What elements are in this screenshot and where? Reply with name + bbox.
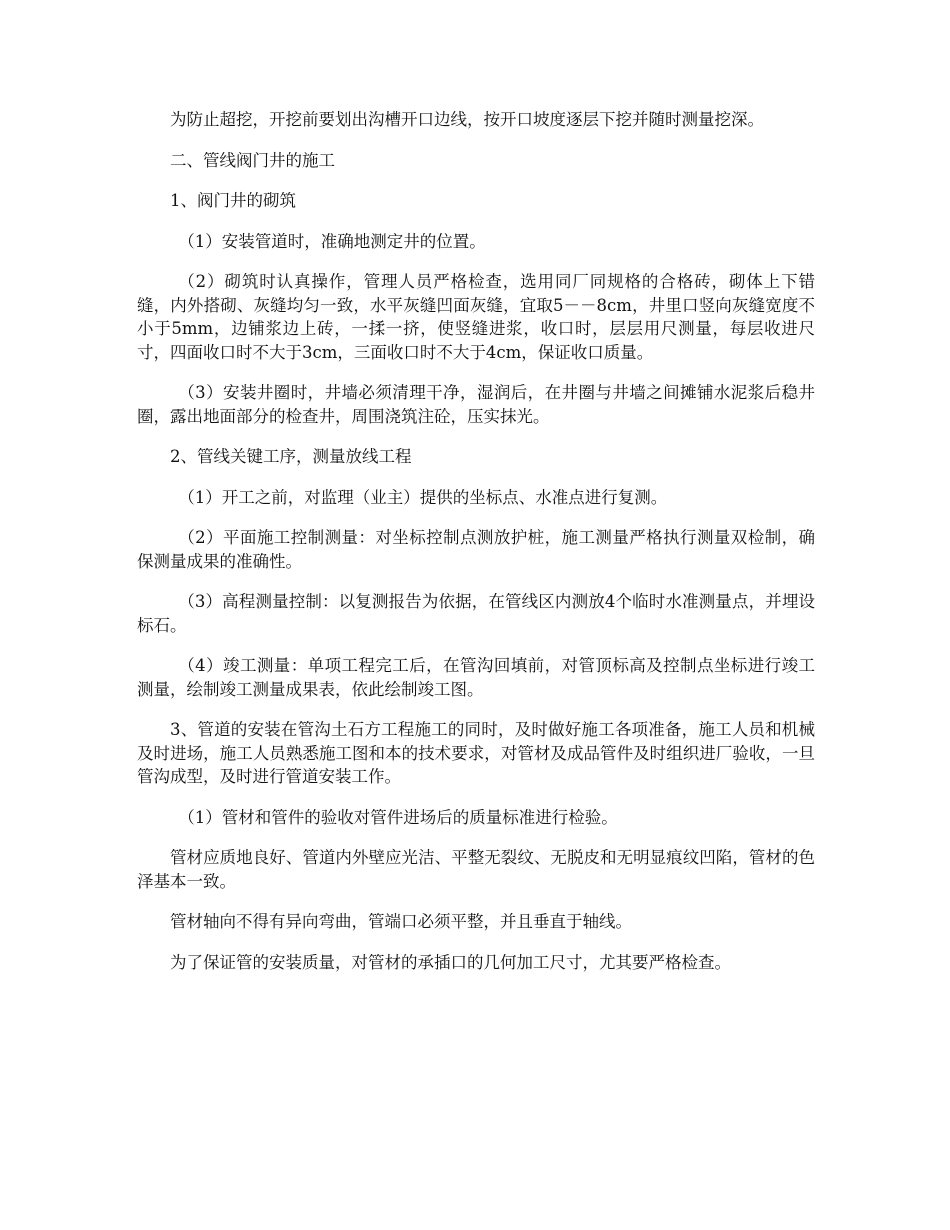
list-item: （1）开工之前，对监理（业主）提供的坐标点、水准点进行复测。 (178, 487, 668, 507)
list-item: （2）砌筑时认真操作，管理人员严格检查，选用同厂同规格的合格砖，砌体上下错缝，内外搭砌、灰缝均匀一致，水平灰缝凹面灰缝，宜取5－－8cm，井里口竖向灰缝宽度不小于5mm，边铺浆边上砖，一揉一挤，使竖缝进浆，收口时，层层用尺测量，每层收进尺寸，四面收口时不大于3cm，三面收口时不大于4cm，保证收口质量。 (137, 272, 815, 362)
section-heading: 二、管线阀门井的施工 (170, 150, 335, 170)
list-item: （4）竣工测量：单项工程完工后，在管沟回填前，对管顶标高及控制点坐标进行竣工测量，绘制竣工测量成果表，依此绘制竣工图。 (137, 656, 815, 699)
paragraph: 为防止超挖，开挖前要划出沟槽开口边线，按开口坡度逐层下挖并随时测量挖深。 (170, 110, 764, 129)
document-body (137, 108, 815, 991)
paragraph: 为了保证管的安装质量，对管材的承插口的几何加工尺寸，尤其要严格检查。 (170, 952, 731, 972)
subsection-heading: 1、阀门井的砌筑 (170, 191, 296, 210)
list-item: （3）高程测量控制：以复测报告为依据，在管线区内测放4个临时水准测量点，并埋设标石。 (137, 592, 815, 635)
list-item: （1）安装管道时，准确地测定井的位置。 (178, 231, 486, 251)
paragraph: 管材应质地良好、管道内外壁应光洁、平整无裂纹、无脱皮和无明显痕纹凹陷，管材的色泽基本一致。 (137, 848, 815, 891)
list-item: （3）安装井圈时，井墙必须清理干净，湿润后，在井圈与井墙之间摊铺水泥浆后稳井圈，露出地面部分的检查井，周围浇筑注砼，压实抹光。 (137, 383, 815, 426)
list-item: （1）管材和管件的验收对管件进场后的质量标准进行检验。 (178, 807, 618, 827)
paragraph: 管材轴向不得有异向弯曲，管端口必须平整，并且垂直于轴线。 (170, 912, 632, 931)
paragraph: 3、管道的安装在管沟土石方工程施工的同时，及时做好施工各项准备，施工人员和机械及时进场，施工人员熟悉施工图和本的技术要求，对管材及成品管件及时组织进厂验收，一旦管沟成型，及时进行管道安装工作。 (137, 720, 815, 786)
subsection-heading: 2、管线关键工序，测量放线工程 (170, 447, 412, 466)
list-item: （2）平面施工控制测量：对坐标控制点测放护桩，施工测量严格执行测量双检制，确保测量成果的准确性。 (137, 528, 815, 571)
